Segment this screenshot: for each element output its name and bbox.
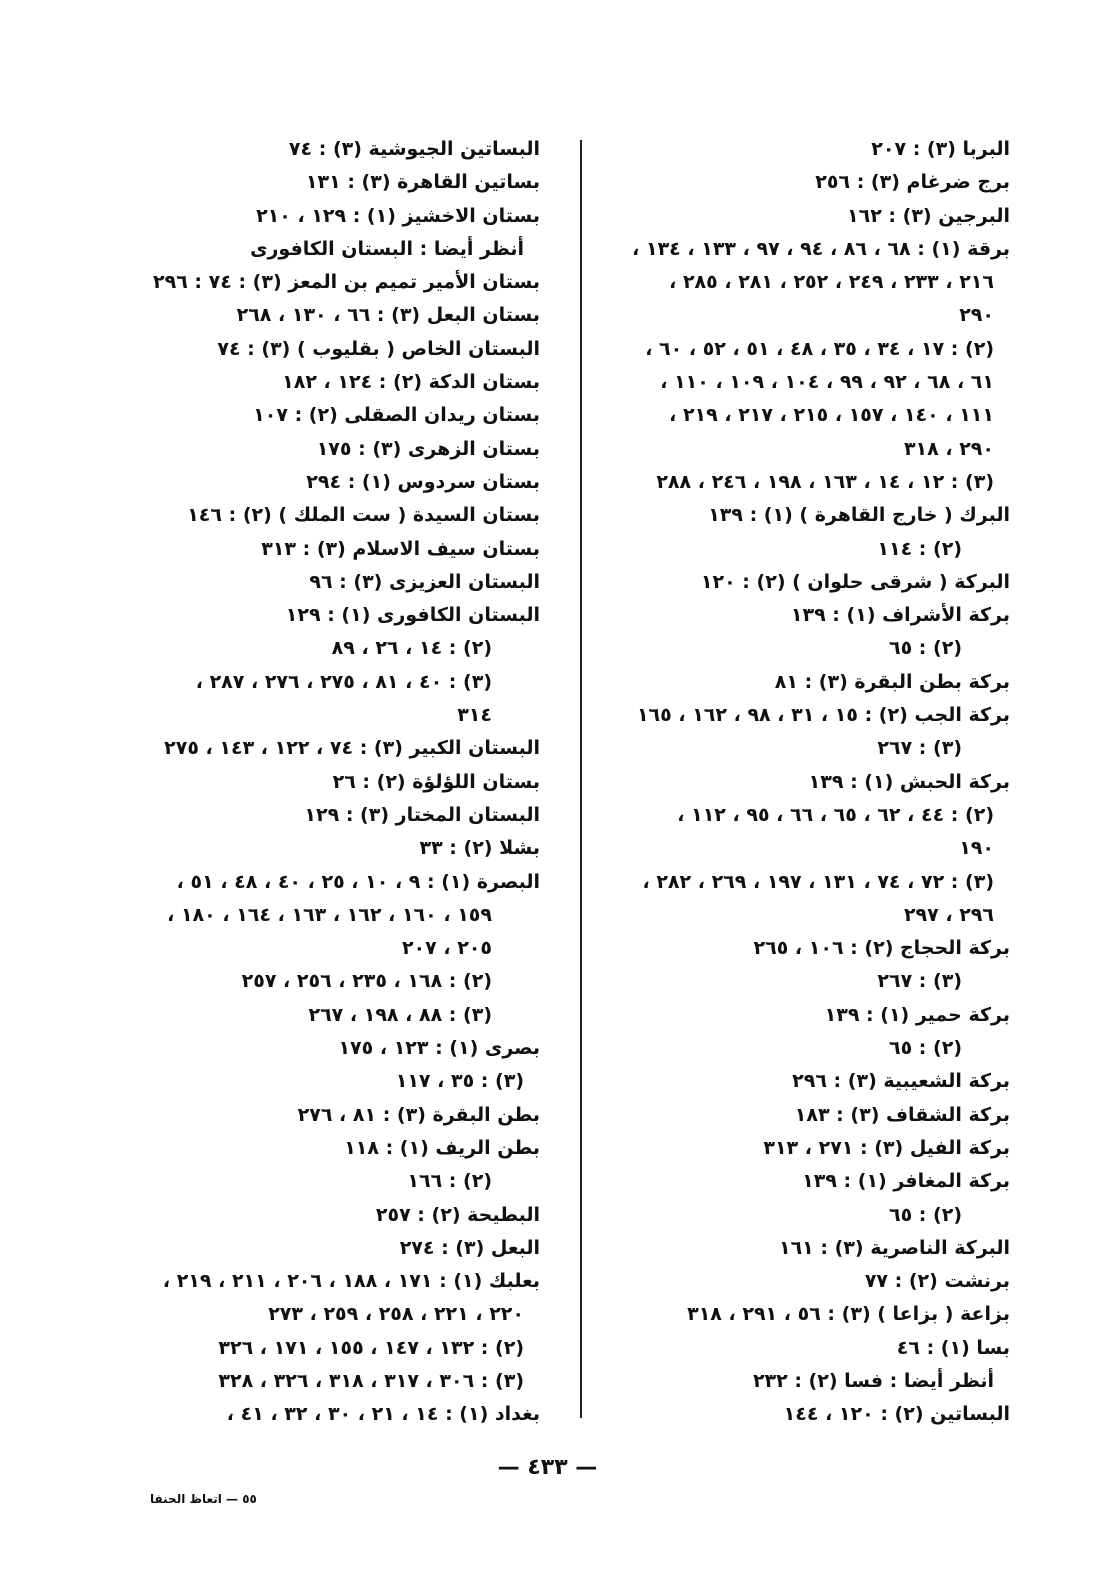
index-entry: (٢) : ١٦٨ ، ٢٣٥ ، ٢٥٦ ، ٢٥٧ bbox=[241, 970, 492, 993]
index-entry: (٣) : ٨٨ ، ١٩٨ ، ٢٦٧ bbox=[308, 1003, 492, 1026]
index-entry: بطن البقرة (٣) : ٨١ ، ٢٧٦ bbox=[297, 1103, 540, 1126]
index-entry: بستان الاخشيز (١) : ١٢٩ ، ٢١٠ bbox=[256, 204, 540, 227]
page-number: — ٤٣٣ — bbox=[497, 1455, 598, 1480]
index-entry: (٢) : ١٧ ، ٣٤ ، ٣٥ ، ٤٨ ، ٥١ ، ٥٢ ، ٦٠ ، bbox=[645, 337, 994, 360]
index-entry: بستان الزهرى (٣) : ١٧٥ bbox=[316, 437, 540, 460]
index-entry: (٢) : ١٣٢ ، ١٤٧ ، ١٥٥ ، ١٧١ ، ٣٢٦ bbox=[218, 1336, 524, 1359]
index-entry: (٢) : ٦٥ bbox=[888, 637, 962, 660]
index-entry: بستان سردوس (١) : ٢٩٤ bbox=[306, 470, 540, 493]
index-entry: ١١١ ، ١٤٠ ، ١٥٧ ، ٢١٥ ، ٢١٧ ، ٢١٩ ، bbox=[669, 404, 994, 427]
footer-signature: ٥٥ — اتعاظ الحنفا bbox=[150, 1492, 257, 1506]
index-entry: البرجين (٣) : ١٦٢ bbox=[847, 204, 1010, 227]
index-entry: ٦١ ، ٦٨ ، ٩٢ ، ٩٩ ، ١٠٤ ، ١٠٩ ، ١١٠ ، bbox=[660, 371, 994, 394]
index-entry: ٢١٦ ، ٢٣٣ ، ٢٤٩ ، ٢٥٢ ، ٢٨١ ، ٢٨٥ ، bbox=[669, 271, 994, 294]
index-entry: بركة حمير (١) : ١٣٩ bbox=[824, 1003, 1010, 1026]
index-entry: بركة الأشراف (١) : ١٣٩ bbox=[790, 604, 1010, 627]
index-entry: ٢٩٠ ، ٣١٨ bbox=[903, 437, 994, 460]
index-entry: البستان العزيزى (٣) : ٩٦ bbox=[309, 570, 540, 593]
index-entry: بشلا (٢) : ٣٣ bbox=[419, 837, 540, 860]
index-entry: بستان البعل (٣) : ٦٦ ، ١٣٠ ، ٢٦٨ bbox=[236, 304, 540, 327]
index-entry: بستان ريدان الصقلى (٢) : ١٠٧ bbox=[253, 404, 540, 427]
index-entry: بسا (١) : ٤٦ bbox=[896, 1336, 1010, 1359]
column-divider bbox=[580, 140, 582, 1418]
index-entry: بركة الحجاج (٢) : ١٠٦ ، ٢٦٥ bbox=[753, 937, 1010, 960]
index-entry: (٣) : ٧٢ ، ٧٤ ، ١٣١ ، ١٩٧ ، ٢٦٩ ، ٢٨٢ ، bbox=[642, 870, 994, 893]
index-entry: (٣) : ٣٥ ، ١١٧ bbox=[395, 1070, 524, 1093]
index-entry: البطيحة (٢) : ٢٥٧ bbox=[375, 1203, 540, 1226]
index-entry: ٢٩٦ ، ٢٩٧ bbox=[903, 903, 994, 926]
index-entry: بركة الفيل (٣) : ٢٧١ ، ٣١٣ bbox=[763, 1136, 1010, 1159]
index-entry: البساتين الجيوشية (٣) : ٧٤ bbox=[288, 138, 540, 160]
index-entry: بساتين القاهرة (٣) : ١٣١ bbox=[305, 171, 540, 194]
index-entry: بستان السيدة ( ست الملك ) (٢) : ١٤٦ bbox=[187, 504, 540, 527]
index-entry: البساتين (٢) : ١٢٠ ، ١٤٤ bbox=[783, 1403, 1010, 1426]
index-entry: ١٩٠ bbox=[959, 837, 994, 860]
index-entry: بركة الشعيبية (٣) : ٢٩٦ bbox=[792, 1070, 1010, 1093]
index-entry: البستان المختار (٣) : ١٢٩ bbox=[304, 803, 540, 826]
index-entry: بركة الحبش (١) : ١٣٩ bbox=[808, 770, 1010, 793]
index-entry: برنشت (٢) : ٧٧ bbox=[864, 1270, 1010, 1293]
index-entry: البستان الخاص ( بقليوب ) (٣) : ٧٤ bbox=[217, 337, 540, 360]
index-entry: (٢) : ٦٥ bbox=[888, 1037, 962, 1060]
index-entry: بستان اللؤلؤة (٢) : ٢٦ bbox=[332, 770, 540, 793]
index-column-right bbox=[510, 133, 1010, 1432]
index-entry: ٢٠٥ ، ٢٠٧ bbox=[401, 937, 492, 960]
index-entry: ٢٢٠ ، ٢٢١ ، ٢٥٨ ، ٢٥٩ ، ٢٧٣ bbox=[268, 1303, 524, 1326]
index-entry: (٢) : ٦٥ bbox=[888, 1203, 962, 1226]
index-entry: (٣) : ١٢ ، ١٤ ، ١٦٣ ، ١٩٨ ، ٢٤٦ ، ٢٨٨ bbox=[656, 470, 994, 493]
index-entry: بركة الشقاف (٣) : ١٨٣ bbox=[794, 1103, 1010, 1126]
index-entry: (٢) : ١٤ ، ٢٦ ، ٨٩ bbox=[331, 637, 492, 660]
index-entry: بستان الدكة (٢) : ١٢٤ ، ١٨٢ bbox=[282, 371, 540, 394]
index-entry: بطن الريف (١) : ١١٨ bbox=[344, 1136, 540, 1159]
index-entry: (٢) : ١١٤ bbox=[877, 537, 962, 560]
index-entry: بزاعة ( بزاعا ) (٣) : ٥٦ ، ٢٩١ ، ٣١٨ bbox=[687, 1303, 1010, 1326]
index-entry: بصرى (١) : ١٢٣ ، ١٧٥ bbox=[338, 1037, 540, 1060]
index-entry: البربا (٣) : ٢٠٧ bbox=[871, 138, 1010, 160]
index-entry: البصرة (١) : ٩ ، ١٠ ، ٢٥ ، ٤٠ ، ٤٨ ، ٥١ ، bbox=[176, 870, 540, 893]
index-entry: (٢) : ١٦٦ bbox=[407, 1170, 492, 1193]
index-entry: بستان الأمير تميم بن المعز (٣) : ٧٤ : ٢٩٦ bbox=[153, 271, 540, 294]
index-entry: أنظر أيضا : فسا (٢) : ٢٣٢ bbox=[752, 1369, 994, 1392]
index-entry: (٢) : ٤٤ ، ٦٢ ، ٦٥ ، ٦٦ ، ٩٥ ، ١١٢ ، bbox=[677, 803, 994, 826]
index-entry: (٣) : ٢٦٧ bbox=[877, 970, 962, 993]
index-entry: بركة بطن البقرة (٣) : ٨١ bbox=[774, 670, 1010, 693]
index-entry: (٣) : ٣٠٦ ، ٣١٧ ، ٣١٨ ، ٣٢٦ ، ٣٢٨ bbox=[218, 1369, 524, 1392]
index-entry: برج ضرغام (٣) : ٢٥٦ bbox=[815, 171, 1010, 194]
index-entry: بركة المغافر (١) : ١٣٩ bbox=[802, 1170, 1010, 1193]
index-entry: ٣١٤ bbox=[457, 704, 492, 727]
index-entry: بركة الجب (٢) : ١٥ ، ٣١ ، ٩٨ ، ١٦٢ ، ١٦٥ bbox=[636, 704, 1010, 727]
index-entry: بغداد (١) : ١٤ ، ٢١ ، ٣٠ ، ٣٢ ، ٤١ ، bbox=[226, 1403, 540, 1426]
index-entry: البستان الكافورى (١) : ١٢٩ bbox=[285, 604, 540, 627]
index-entry: ٢٩٠ bbox=[959, 304, 994, 327]
index-entry: (٣) : ٤٠ ، ٨١ ، ٢٧٥ ، ٢٧٦ ، ٢٨٧ ، bbox=[195, 670, 492, 693]
index-entry: البركة الناصرية (٣) : ١٦١ bbox=[778, 1236, 1010, 1259]
index-entry: ١٥٩ ، ١٦٠ ، ١٦٢ ، ١٦٣ ، ١٦٤ ، ١٨٠ ، bbox=[167, 903, 492, 926]
index-entry: البركة ( شرقى حلوان ) (٢) : ١٢٠ bbox=[700, 570, 1010, 593]
index-entry: البرك ( خارج القاهرة ) (١) : ١٣٩ bbox=[708, 504, 1010, 527]
index-entry: (٣) : ٢٦٧ bbox=[877, 737, 962, 760]
index-entry: برقة (١) : ٦٨ ، ٨٦ ، ٩٤ ، ٩٧ ، ١٣٣ ، ١٣٤ ، bbox=[632, 237, 1010, 260]
index-entry: البستان الكبير (٣) : ٧٤ ، ١٢٢ ، ١٤٣ ، ٢٧٥ bbox=[164, 737, 540, 760]
index-entry: أنظر أيضا : البستان الكافورى bbox=[250, 237, 524, 260]
index-entry: بستان سيف الاسلام (٣) : ٣١٣ bbox=[261, 537, 540, 560]
index-column-left bbox=[100, 133, 540, 1432]
index-entry: البعل (٣) : ٢٧٤ bbox=[399, 1236, 540, 1259]
index-entry: بعلبك (١) : ١٧١ ، ١٨٨ ، ٢٠٦ ، ٢١١ ، ٢١٩ ، bbox=[162, 1270, 540, 1293]
